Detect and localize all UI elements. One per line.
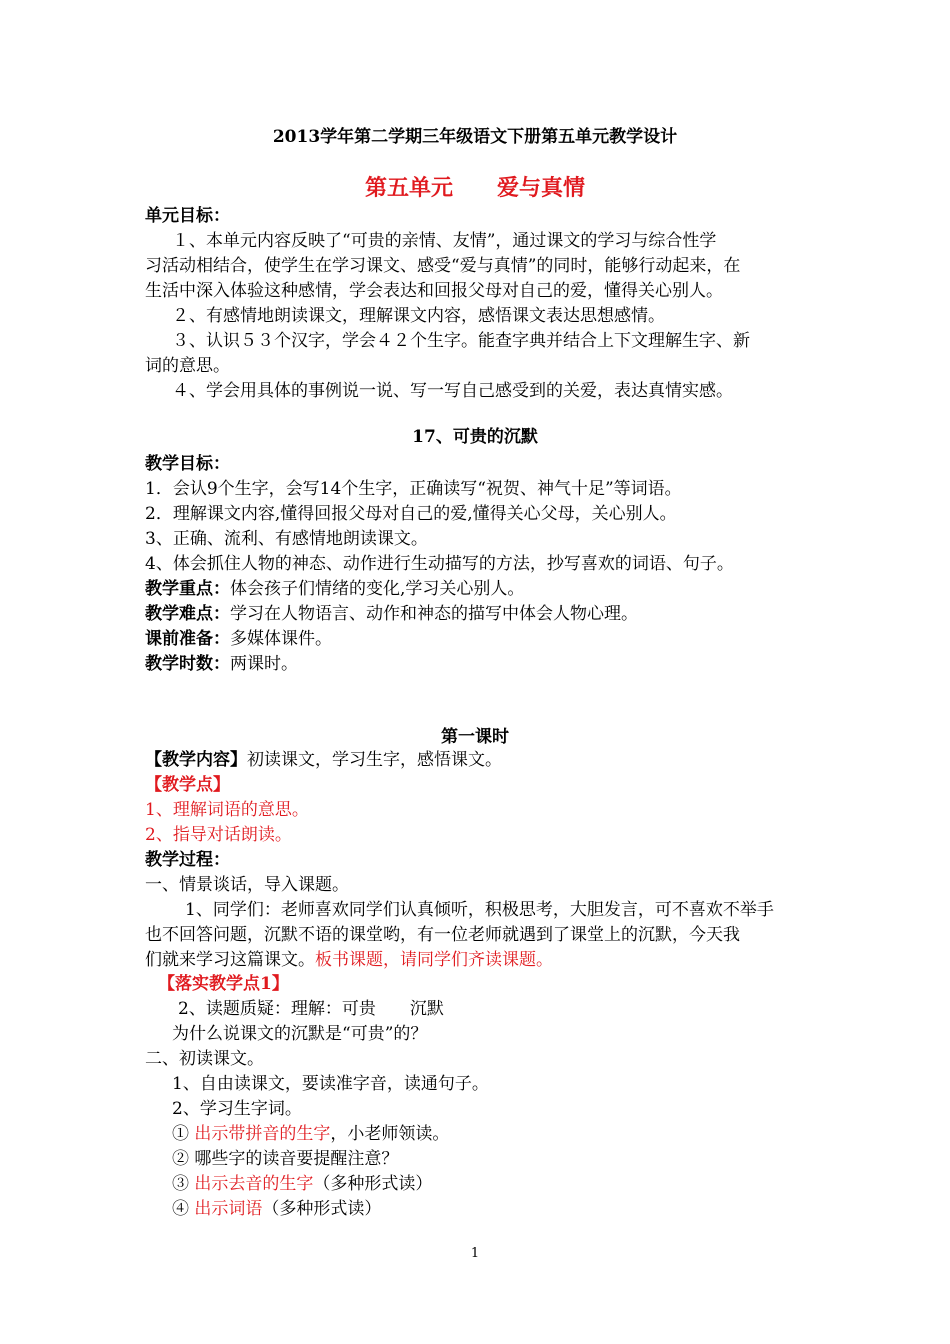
lesson-title: 17、可贵的沉默: [412, 427, 538, 447]
difficulty-label: 教学难点：: [145, 604, 230, 624]
unit-goal-3-line-2: 词的意思。: [145, 356, 230, 376]
preparation-label: 课前准备：: [145, 629, 230, 649]
process-sub-3-red: 出示去音的生字: [194, 1174, 314, 1194]
process-sub-4: [172, 1197, 837, 1222]
process-step-1-3: 为什么说课文的沉默是“可贵”的？: [172, 1024, 428, 1044]
teaching-hours-text: 两课时。: [230, 654, 298, 674]
process-label: 教学过程：: [145, 850, 230, 870]
unit-goal-1-line-1: １、本单元内容反映了“可贵的亲情、友情”，通过课文的学习与综合性学: [172, 231, 717, 251]
teaching-content-label: 【教学内容】: [145, 750, 247, 770]
teaching-point-1: 1、理解词语的意思。: [145, 800, 309, 820]
preparation: [145, 627, 810, 652]
teaching-point-2: 2、指导对话朗读。: [145, 825, 292, 845]
unit-goals-label: 单元目标：: [145, 206, 230, 226]
process-sub-1-number: ①: [172, 1124, 189, 1144]
process-sub-3-rest: （多种形式读）: [313, 1174, 433, 1194]
document-title: 2013学年第二学期三年级语文下册第五单元教学设计: [272, 127, 678, 147]
teaching-goal-1: 1．会认9个生字，会写14个生字，正确读写“祝贺、神气十足”等词语。: [145, 479, 682, 499]
process-sub-2: ② 哪些字的读音要提醒注意？: [172, 1149, 399, 1169]
difficulty: [145, 602, 810, 627]
process-step-1-1-line-3: [145, 948, 810, 973]
teaching-content-text: 初读课文，学习生字，感悟课文。: [247, 750, 502, 770]
implement-point-1: 【落实教学点1】: [158, 974, 289, 994]
process-step-2-2: 2、学习生字词。: [172, 1099, 302, 1119]
teaching-goal-4: 4、体会抓住人物的神态、动作进行生动描写的方法，抄写喜欢的词语、句子。: [145, 554, 734, 574]
process-sub-4-rest: （多种形式读）: [262, 1199, 382, 1219]
process-sub-1-red: 出示带拼音的生字: [194, 1124, 331, 1144]
teaching-goal-2: 2．理解课文内容,懂得回报父母对自己的爱,懂得关心父母，关心别人。: [145, 504, 677, 524]
preparation-text: 多媒体课件。: [230, 629, 332, 649]
process-step-1-1-line-2: 也不回答问题，沉默不语的课堂哟，有一位老师就遇到了课堂上的沉默，今天我: [145, 925, 740, 945]
teaching-goals-label: 教学目标：: [145, 454, 230, 474]
process-step-1-1-line-1: 1、同学们：老师喜欢同学们认真倾听，积极思考，大胆发言，可不喜欢不举手: [185, 900, 774, 920]
unit-goal-2: ２、有感情地朗读课文，理解课文内容，感悟课文表达思想感情。: [172, 306, 665, 326]
process-step-1: 一、情景谈话，导入课题。: [145, 875, 349, 895]
key-point-label: 教学重点：: [145, 579, 230, 599]
process-sub-3: [172, 1172, 837, 1197]
teaching-content: [145, 748, 810, 773]
period-title: 第一课时: [441, 727, 509, 747]
process-sub-3-number: ③: [172, 1174, 189, 1194]
unit-goal-4: ４、学会用具体的事例说一说、写一写自己感受到的关爱，表达真情实感。: [172, 381, 733, 401]
teaching-goal-3: 3、正确、流利、有感情地朗读课文。: [145, 529, 428, 549]
unit-goal-3-line-1: ３、认识５３个汉字，学会４２个生字。能查字典并结合上下文理解生字、新: [172, 331, 750, 351]
unit-goal-1-line-3: 生活中深入体验这种感情，学会表达和回报父母对自己的爱，懂得关心别人。: [145, 281, 723, 301]
blackboard-note: 板书课题，请同学们齐读课题。: [315, 950, 553, 970]
teaching-hours-label: 教学时数：: [145, 654, 230, 674]
process-sub-1-rest: ，小老师领读。: [330, 1124, 450, 1144]
unit-heading: 第五单元 爱与真情: [364, 175, 585, 201]
page-number: 1: [470, 1246, 480, 1261]
process-sub-4-red: 出示词语: [194, 1199, 263, 1219]
key-point: [145, 577, 810, 602]
process-step-2-1: 1、自由读课文，要读准字音，读通句子。: [172, 1074, 489, 1094]
process-step-1-1-line-3-text: 们就来学习这篇课文。: [145, 950, 315, 970]
teaching-points-label: 【教学点】: [145, 775, 230, 795]
process-sub-4-number: ④: [172, 1199, 189, 1219]
process-sub-1: [172, 1122, 837, 1147]
process-step-1-2: 2、读题质疑：理解：可贵 沉默: [178, 999, 444, 1019]
key-point-text: 体会孩子们情绪的变化,学习关心别人。: [230, 579, 525, 599]
process-step-2: 二、初读课文。: [145, 1049, 264, 1069]
unit-goal-1-line-2: 习活动相结合，使学生在学习课文、感受“爱与真情”的同时，能够行动起来，在: [145, 256, 741, 276]
difficulty-text: 学习在人物语言、动作和神态的描写中体会人物心理。: [230, 604, 638, 624]
teaching-hours: [145, 652, 810, 677]
